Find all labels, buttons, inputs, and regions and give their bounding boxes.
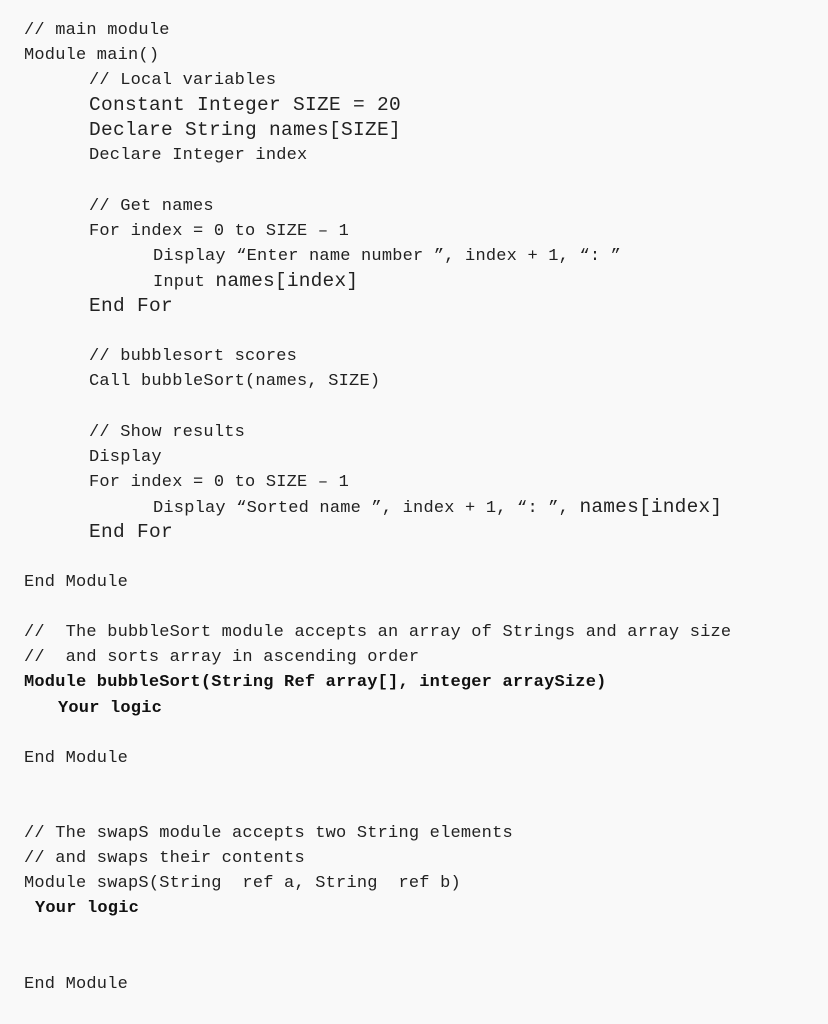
code-line-blank	[24, 545, 828, 570]
code-line-show-results-comment: // Show results	[89, 422, 246, 442]
code-line-module-main: Module main()	[24, 46, 160, 66]
code-line-swaps-doc-1: // The swapS module accepts two String elements	[24, 824, 513, 843]
code-line-end-module-swaps: End Module	[24, 974, 129, 994]
display-sorted-text: Display “Sorted name ”, index + 1, “: ”,	[153, 498, 580, 518]
code-line-swaps-placeholder: Your logic	[35, 899, 140, 919]
code-line-get-names-comment: // Get names	[89, 196, 214, 216]
code-line-blank	[24, 169, 828, 194]
code-line-declare-names: Declare String names[SIZE]	[89, 119, 402, 142]
input-keyword: Input	[153, 272, 216, 292]
code-line-display-blank: Display	[89, 447, 162, 467]
code-line-display-sorted	[24, 495, 828, 520]
code-line-call-bubblesort: Call bubbleSort(names, SIZE)	[89, 372, 381, 392]
code-line-declare-index: Declare Integer index	[89, 146, 308, 166]
code-line-blank	[24, 946, 828, 971]
code-line-input-names	[24, 269, 828, 294]
code-line-swaps-doc-2: // and swaps their contents	[24, 849, 305, 869]
code-line-end-for-input: End For	[89, 295, 174, 318]
display-sorted-target: names[index]	[579, 495, 723, 518]
code-line-bubblesort-placeholder: Your logic	[58, 698, 163, 718]
pseudocode-listing	[24, 18, 828, 997]
code-line-end-for-output: End For	[89, 520, 174, 543]
code-line-blank	[24, 394, 828, 419]
code-line-display-prompt: Display “Enter name number ”, index + 1, “: ”	[153, 246, 622, 266]
code-line-end-module-bubblesort: End Module	[24, 748, 129, 768]
code-line-blank	[24, 595, 828, 620]
code-line-main-comment: // main module	[24, 21, 170, 40]
code-line-local-vars-comment: // Local variables	[89, 71, 277, 91]
code-line-for-loop-output: For index = 0 to SIZE – 1	[89, 472, 350, 492]
input-target: names[index]	[215, 269, 359, 292]
code-line-constant-size: Constant Integer SIZE = 20	[89, 94, 402, 117]
code-line-module-swaps: Module swapS(String ref a, String ref b)	[24, 874, 461, 894]
code-line-blank	[24, 721, 828, 746]
code-line-for-loop-input: For index = 0 to SIZE – 1	[89, 221, 350, 241]
code-line-bubblesort-comment: // bubblesort scores	[89, 347, 298, 367]
code-line-blank	[24, 921, 828, 946]
code-line-blank	[24, 796, 828, 821]
code-line-bubblesort-doc-1: // The bubbleSort module accepts an array of Strings and array size	[24, 623, 732, 643]
code-line-blank	[24, 319, 828, 344]
code-line-end-module-main: End Module	[24, 573, 129, 593]
code-line-bubblesort-doc-2: // and sorts array in ascending order	[24, 648, 420, 668]
code-line-blank	[24, 771, 828, 796]
code-line-module-bubblesort: Module bubbleSort(String Ref array[], integer arraySize)	[24, 673, 607, 693]
